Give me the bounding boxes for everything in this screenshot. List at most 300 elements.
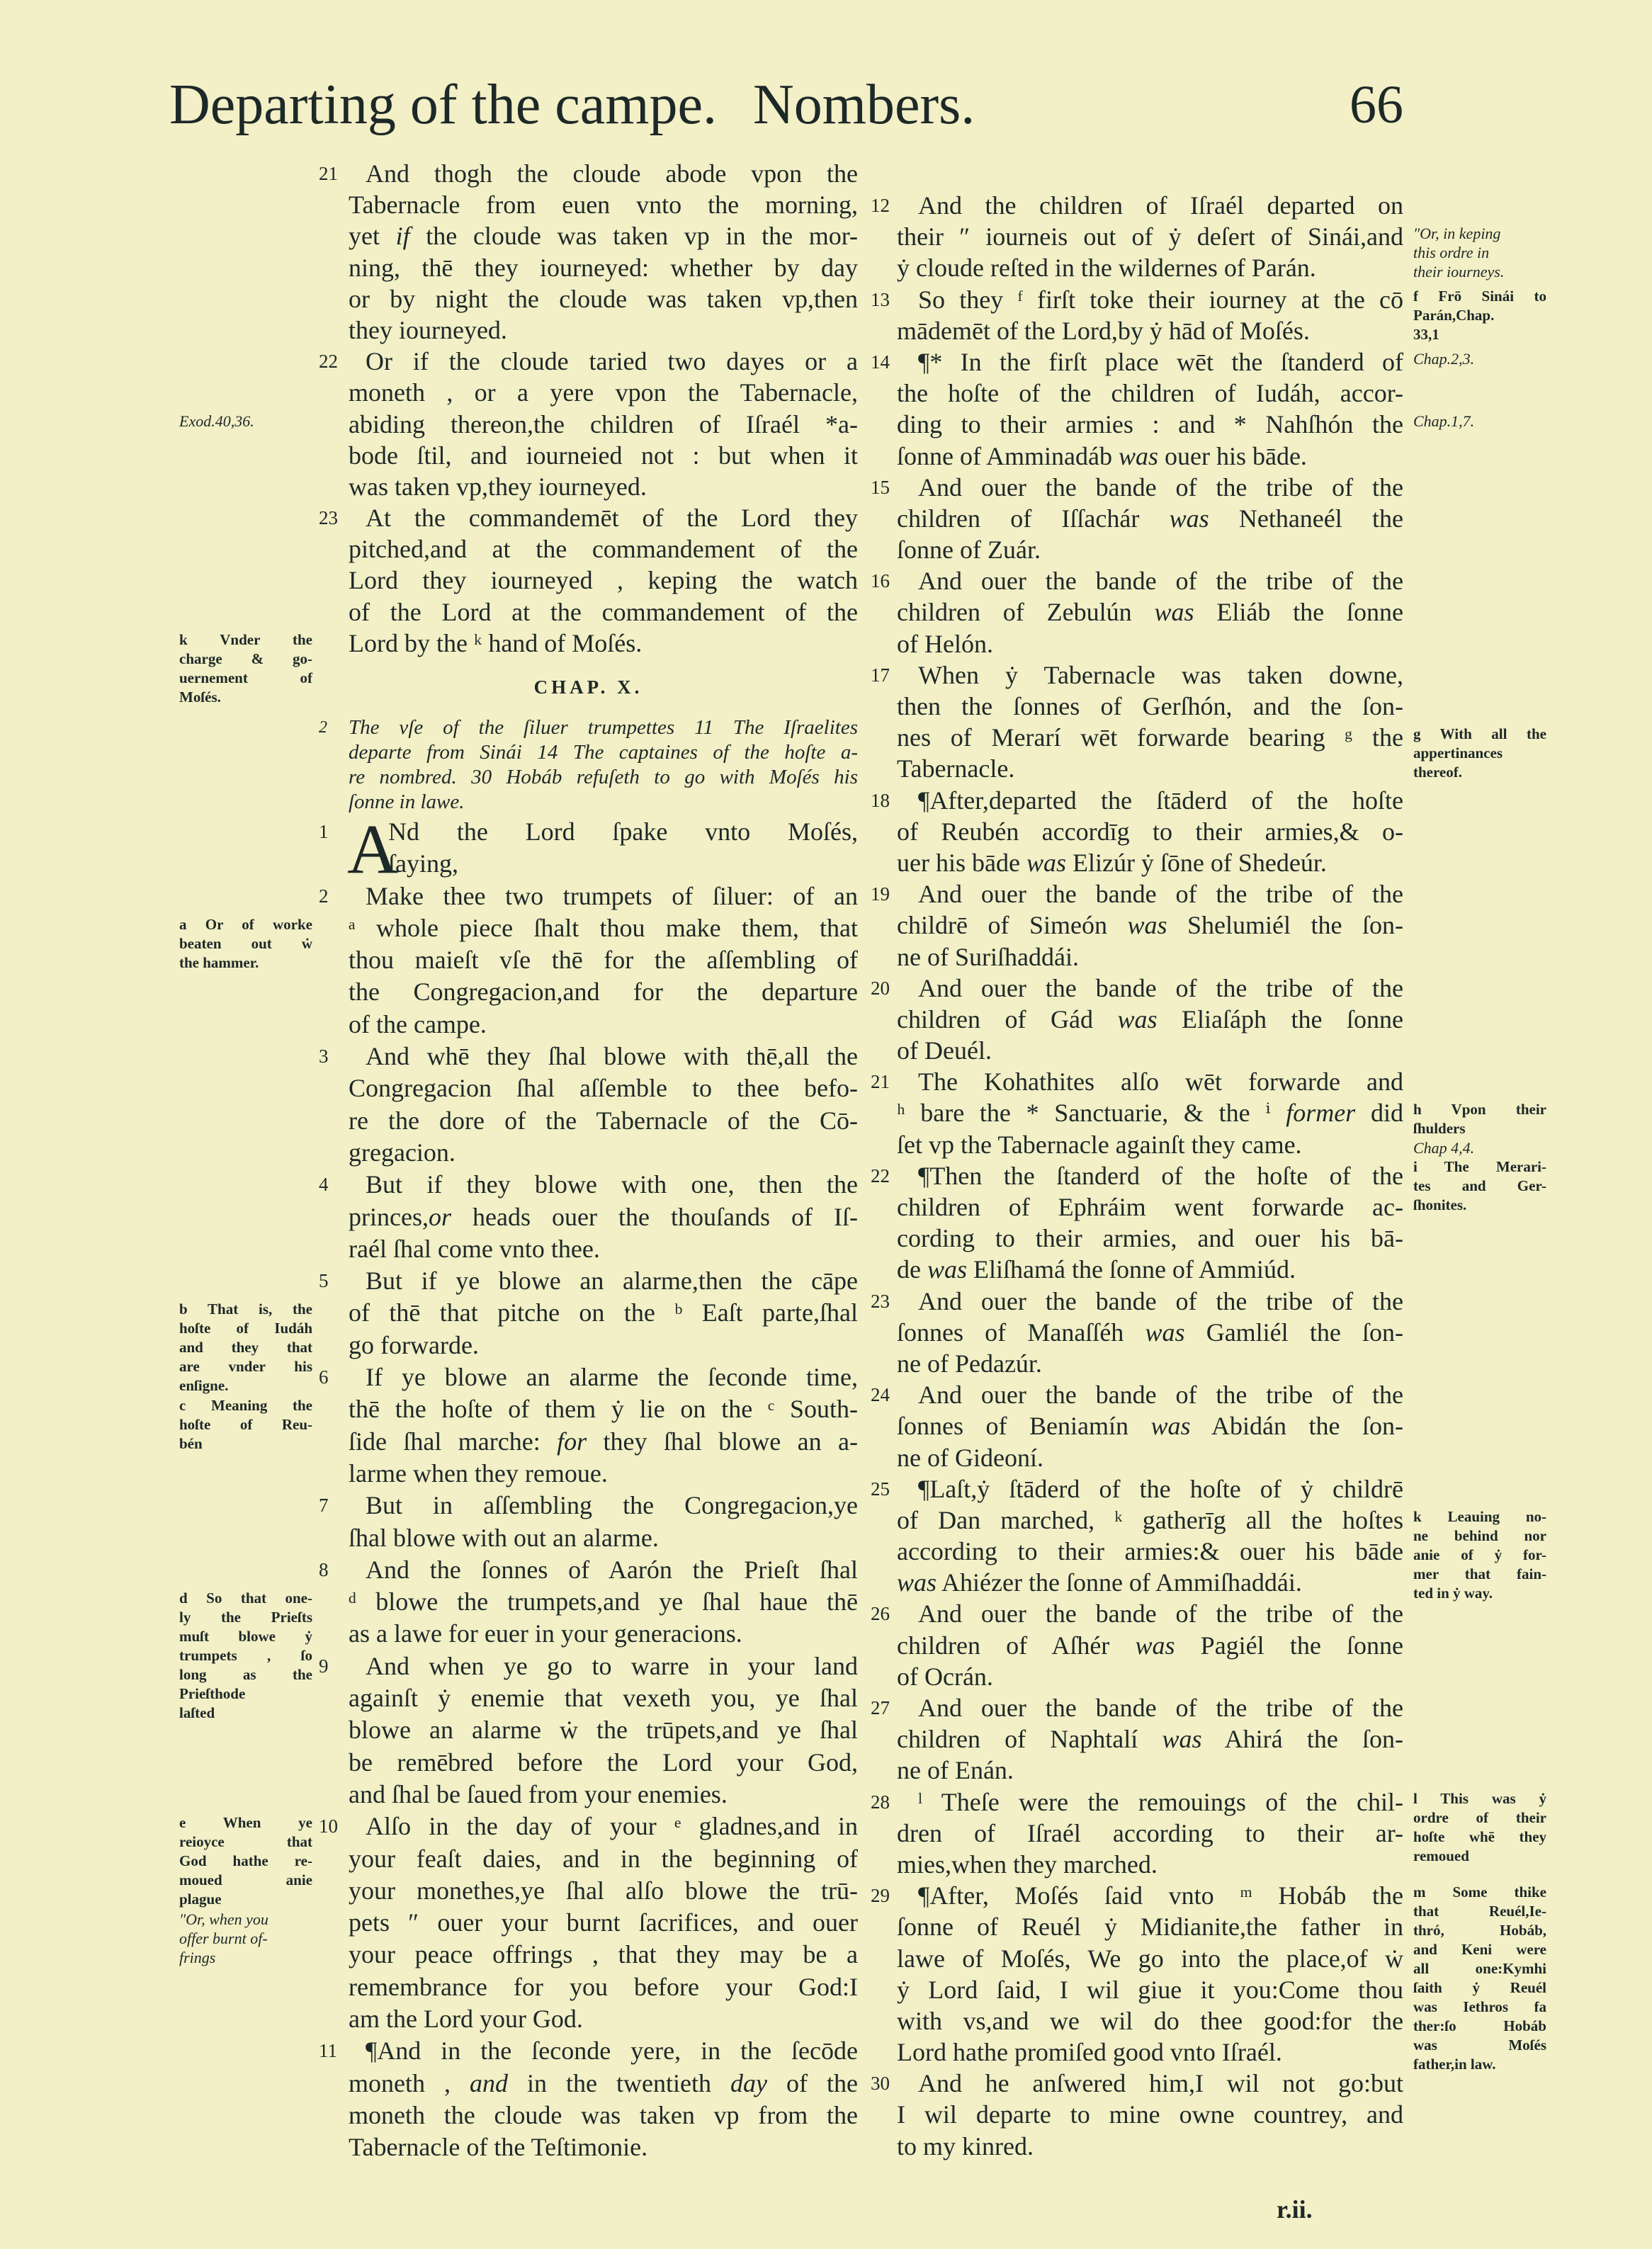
text-line: [871, 1410, 1403, 1441]
verse-number: 14: [871, 351, 890, 373]
verse-text: or by night the cloude was taken vp,then: [349, 284, 858, 313]
verse-text: and ſhal be ſaued from your enemies.: [349, 1779, 728, 1808]
verse-text: And ouer the bande of the tribe of the: [918, 567, 1403, 596]
text-line: [319, 533, 858, 565]
text-line: [871, 596, 1403, 628]
margin-note-line: Prieſthode: [179, 1685, 246, 1703]
margin-notes: [1413, 287, 1546, 344]
text-line: [871, 503, 1403, 534]
verse-text: of Reubén accordīg to their armies,& o-: [897, 817, 1403, 846]
margin-notes: [179, 1396, 312, 1454]
margin-notes: [179, 915, 312, 973]
verse-text: bode ſtil, and iourneied not : but when it: [349, 441, 858, 470]
verse-text: raél ſhal come vnto thee.: [349, 1234, 600, 1263]
margin-note: [179, 1396, 312, 1454]
drop-cap-initial: A: [347, 810, 399, 888]
verse-number: 24: [871, 1384, 890, 1406]
verse-text: your monethes,ye ſhal alſo blowe the trū-: [349, 1876, 858, 1905]
text-line: [319, 2003, 858, 2035]
margin-note: [1413, 1789, 1546, 1866]
text-line: [871, 1630, 1403, 1661]
chapter-heading: CHAP. X.: [533, 676, 643, 698]
verse-text: ſonne of Reuél ẏ Midianite,the father in: [897, 1913, 1403, 1942]
verse-text: go forwarde.: [349, 1330, 479, 1359]
text-line: [871, 1818, 1403, 1849]
text-line: [319, 1618, 858, 1650]
text-line: [871, 785, 1403, 816]
page-number: 66: [1350, 75, 1403, 135]
text-line: [871, 910, 1403, 941]
verse-text: ſonnes of Manaſſéh was Gamliél the ſon-: [897, 1318, 1403, 1347]
verse-text: ¶And in the ſeconde yere, in the ſecōde: [366, 2036, 858, 2066]
cross-reference-note: [1413, 224, 1546, 281]
verse-text: be remēbred before the Lord your God,: [349, 1747, 858, 1777]
text-line: [871, 691, 1403, 722]
margin-note-line: ſhonites.: [1413, 1196, 1467, 1214]
cross-reference-note: [1413, 349, 1546, 368]
text-line: [871, 1598, 1403, 1629]
chapter-summary-line: [319, 790, 858, 815]
margin-notes: [179, 630, 312, 707]
verse-text: Lord hathe promiſed good vnto Iſraél.: [897, 2038, 1282, 2067]
margin-note-line: offer burnt of-: [179, 1930, 268, 1948]
verse-text: children of Iſſachár was Nethaneél the: [897, 504, 1403, 533]
margin-note-line: frings: [179, 1949, 216, 1967]
text-line: [319, 2100, 858, 2131]
margin-note: [1413, 1157, 1546, 1215]
verse-text: ſet vp the Tabernacle againſt they came.: [897, 1130, 1302, 1159]
margin-note-line: Parán,Chap.: [1413, 306, 1495, 324]
text-line: [871, 1254, 1403, 1285]
text-line: [871, 1379, 1403, 1410]
margin-note-line: ordre of their: [1413, 1808, 1546, 1826]
margin-note-line: 33,1: [1413, 325, 1439, 343]
margin-note-line: bén: [179, 1435, 203, 1453]
margin-note: [179, 1589, 312, 1723]
verse-text: remembrance for you before your God:I: [349, 1972, 858, 2001]
margin-note-line: d So that one-: [179, 1590, 312, 1607]
verse-text: thē the hoſte of them ẏ lie on the ᶜ South-: [349, 1395, 858, 1424]
margin-note-line: c Meaning the: [179, 1397, 312, 1415]
text-line: [871, 659, 1403, 691]
verse-text: mādemēt of the Lord,by ẏ hād of Moſés.: [897, 316, 1310, 345]
verse-text: And ouer the bande of the tribe of the: [918, 1694, 1403, 1722]
verse-text: of the campe.: [349, 1009, 487, 1038]
margin-note-line: appertinances: [1413, 744, 1503, 762]
margin-note-line: muſt blowe ẏ: [179, 1628, 312, 1645]
verse-text: Lord they iourneyed , keping the watch: [349, 566, 858, 595]
verse-text: Make thee two trumpets of ſiluer: of an: [366, 881, 858, 910]
verse-text: And ouer the bande of the tribe of the: [918, 1286, 1403, 1315]
verse-number: 15: [871, 476, 890, 498]
text-line: [319, 1233, 858, 1265]
margin-note-line: thereof.: [1413, 764, 1462, 781]
margin-notes: [179, 1300, 312, 1395]
margin-note-line: hoſte whē they: [1413, 1828, 1546, 1845]
text-line: [871, 1692, 1403, 1723]
margin-notes: [179, 1910, 312, 1967]
italic-word: was: [1127, 911, 1167, 940]
summary-text: departe from Sinái 14 The captaines of the hoſte a-: [349, 741, 858, 764]
verse-text: cording to their armies, and ouer his bā-: [897, 1224, 1403, 1253]
verse-text: If ye blowe an alarme the ſeconde time,: [366, 1363, 858, 1392]
verse-text: yet if the cloude was taken vp in the mor-: [349, 222, 859, 251]
verse-text: then the ſonnes of Gerſhón, and the ſon-: [897, 692, 1403, 720]
text-line: [319, 440, 858, 471]
text-line: [319, 252, 858, 283]
verse-number: 18: [871, 789, 890, 811]
verse-text: And ouer the bande of the tribe of the: [918, 973, 1403, 1002]
text-line: [871, 2036, 1403, 2068]
margin-notes: [1413, 1883, 1546, 2074]
verse-text: the Congregacion,and for the departure: [349, 978, 858, 1007]
margin-note-line: all one:Kymhi: [1413, 1960, 1546, 1978]
text-line: [319, 158, 858, 189]
margin-note-line: are vnder his: [179, 1358, 312, 1376]
margin-notes: [179, 1589, 312, 1723]
text-line: [871, 472, 1403, 503]
verse-text: ne of Suriſhaddái.: [897, 942, 1079, 971]
text-line: [319, 2131, 858, 2163]
text-line: [319, 2068, 858, 2100]
text-line: [319, 1009, 858, 1041]
verse-number: 5: [319, 1270, 329, 1292]
text-line: [319, 1458, 858, 1490]
margin-note: [1413, 1100, 1546, 1138]
verse-text: And ouer the bande of the tribe of the: [918, 472, 1403, 502]
text-line: [871, 1661, 1403, 1692]
chapter-summary-line: [319, 765, 858, 790]
text-line: [871, 1723, 1403, 1755]
verse-number: 3: [319, 1046, 329, 1067]
text-line: [871, 315, 1403, 346]
text-line: [871, 1286, 1403, 1317]
text-line: [319, 1201, 858, 1233]
verse-number: 9: [319, 1655, 329, 1677]
text-line: [319, 1971, 858, 2003]
margin-note-line: remoued: [1413, 1847, 1469, 1864]
text-line: [319, 1041, 858, 1072]
verse-text: thou maieſt vſe thē for the aſſembling of: [349, 946, 858, 975]
verse-text: your feaſt daies, and in the beginning of: [349, 1844, 858, 1873]
margin-notes: [179, 412, 312, 431]
margin-note-line: reioyce that: [179, 1833, 312, 1851]
verse-number: 17: [871, 664, 890, 686]
summary-text: ſonne in lawe.: [349, 791, 465, 813]
text-line: [871, 941, 1403, 973]
margin-note-line: beaten out ẇ: [179, 934, 312, 952]
verse-text: At the commandemēt of the Lord they: [366, 504, 858, 533]
margin-note-line: ″Or, in keping: [1413, 225, 1501, 243]
verse-text: ᵈ blowe the trumpets,and ye ſhal haue thē: [349, 1587, 858, 1616]
verse-text: Tabernacle of the Teſtimonie.: [349, 2133, 648, 2162]
verse-text: ſonne of Amminadáb was ouer his bāde.: [897, 441, 1307, 470]
text-line: [319, 1875, 858, 1907]
verse-text: to my kinred.: [897, 2131, 1034, 2160]
text-line: [319, 220, 858, 251]
margin-note: [179, 1300, 312, 1395]
italic-word: was: [1169, 504, 1209, 533]
verse-text: ẏ cloude reſted in the wildernes of Parán.: [897, 254, 1316, 283]
text-line: [871, 1911, 1403, 1942]
verse-number: 27: [871, 1697, 890, 1718]
verse-number: 21: [319, 163, 338, 184]
verse-text: ¶Then the ſtanderd of the hoſte of the: [918, 1161, 1403, 1190]
margin-note: [1413, 287, 1546, 344]
verse-text: And when ye go to warre in your land: [366, 1651, 858, 1680]
text-line: [871, 1317, 1403, 1348]
running-title: Departing of the campe.: [169, 74, 718, 136]
verse-text: ſonne of Zuár.: [897, 536, 1041, 565]
verse-text: children of Gád was Eliaſáph the ſonne: [897, 1004, 1403, 1033]
verse-number: 23: [319, 507, 338, 529]
margin-notes: [1413, 412, 1546, 431]
text-line: [871, 1223, 1403, 1254]
margin-notes: [1413, 725, 1546, 782]
italic-word: was: [1145, 1318, 1185, 1347]
verse-text: mies,when they marched.: [897, 1849, 1158, 1879]
margin-note-line: ſaith ẏ Reuél: [1413, 1979, 1546, 1997]
margin-note-line: Chap.2,3.: [1413, 349, 1475, 368]
margin-note-line: father,in law.: [1413, 2056, 1496, 2073]
verse-text: of Dan marched, ᵏ gatherīg all the hoſtes: [897, 1505, 1403, 1534]
verse-text: nes of Merarí wēt forwarde bearing ᵍ the: [897, 723, 1403, 752]
text-line: [319, 377, 858, 408]
text-line: [871, 378, 1403, 409]
text-line: [871, 346, 1475, 378]
text-line: [319, 315, 858, 346]
text-line: [871, 847, 1403, 878]
text-line: [319, 189, 858, 220]
verse-text: ¶After, Moſés ſaid vnto ᵐ Hobáb the: [918, 1881, 1403, 1910]
verse-text: of Ocrán.: [897, 1662, 993, 1691]
verse-text: according to their armies:& ouer his bāde: [897, 1537, 1403, 1566]
text-line: [871, 1567, 1403, 1598]
text-line: [871, 1160, 1403, 1191]
verse-text: children of Ephráim went forwarde ac-: [897, 1193, 1403, 1221]
italic-word: was: [1117, 1004, 1158, 1033]
verse-text: Nd the Lord ſpake vnto Moſés,: [388, 817, 858, 846]
margin-notes: [1413, 1507, 1546, 1603]
margin-note-line: moued anie: [179, 1871, 312, 1889]
text-line: [871, 628, 1403, 659]
margin-note-line: charge & go-: [179, 650, 312, 667]
verse-text: de was Eliſhamá the ſonne of Ammiúd.: [897, 1255, 1296, 1284]
italic-word: former: [1286, 1099, 1356, 1128]
margin-notes: [1413, 1100, 1546, 1215]
verse-text: But if ye blowe an alarme,then the cāpe: [366, 1267, 858, 1296]
cross-reference-note: [1413, 412, 1546, 431]
margin-note: [1413, 725, 1546, 782]
text-line: [871, 190, 1403, 221]
verse-text: So they ᶠ firſt toke their iourney at the cō: [918, 285, 1403, 314]
text-line: [871, 441, 1403, 472]
text-line: [319, 1779, 858, 1811]
italic-word: day: [730, 2068, 767, 2097]
verse-text: ne of Enán.: [897, 1756, 1014, 1785]
text-line: [871, 816, 1403, 847]
text-line: [871, 534, 1403, 565]
cross-reference-note: [1413, 1138, 1546, 1157]
verse-text: But if they blowe with one, then the: [366, 1170, 858, 1199]
verse-text: And ouer the bande of the tribe of the: [918, 1381, 1403, 1410]
margin-note-line: mer that fain-: [1413, 1565, 1546, 1582]
verse-text: gregacion.: [349, 1138, 456, 1167]
text-line: [871, 1974, 1403, 2005]
verse-text: children of Aſhér was Pagiél the ſonne: [897, 1631, 1403, 1660]
summary-verse-number: 2: [319, 718, 327, 737]
text-line: [319, 1682, 858, 1714]
verse-text: And ouer the bande of the tribe of the: [918, 1599, 1403, 1628]
text-line: [319, 1714, 858, 1746]
text-line: [319, 1105, 858, 1137]
verse-text: And the children of Iſraél departed on: [918, 191, 1403, 220]
text-line: [871, 1066, 1403, 1097]
verse-text: againſt ẏ enemie that vexeth you, ye ſhal: [349, 1684, 858, 1713]
verse-number: 7: [319, 1495, 329, 1517]
text-line: [871, 1473, 1403, 1505]
verse-text: ſonnes of Beniamín was Abidán the ſon-: [897, 1412, 1404, 1441]
margin-notes: [1413, 1789, 1546, 1866]
verse-text: abiding thereon,the children of Iſraél *a-: [349, 409, 858, 438]
verse-number: 29: [871, 1885, 890, 1907]
text-line: [319, 1843, 858, 1875]
verse-text: Or if the cloude taried two dayes or a: [366, 347, 858, 376]
text-line: [871, 878, 1403, 910]
margin-note-line: ther:ſo Hobáb: [1413, 2017, 1546, 2035]
verse-text: And ouer the bande of the tribe of the: [918, 880, 1403, 909]
margin-note-line: l This was ẏ: [1413, 1789, 1546, 1807]
text-line: [871, 1004, 1403, 1035]
text-line: [871, 1849, 1403, 1880]
verse-text: of Deuél.: [897, 1036, 992, 1065]
verse-number: 28: [871, 1791, 890, 1813]
verse-text: When ẏ Tabernacle was taken downe,: [918, 660, 1403, 689]
verse-text: larme when they remoue.: [349, 1458, 608, 1488]
verse-text: moneth , and in the twentieth day of the: [349, 2068, 858, 2097]
verse-text: of thē that pitche on the ᵇ Eaſt parte,ſhal: [349, 1298, 858, 1327]
margin-note-line: ne behind nor: [1413, 1526, 1546, 1544]
margin-note-line: k Vnder the: [179, 630, 312, 648]
margin-note-line: ″Or, when you: [179, 1910, 268, 1929]
margin-note-line: was Moſés: [1413, 2036, 1546, 2054]
margin-note-line: a Or of worke: [179, 915, 312, 933]
text-line: [871, 2068, 1403, 2099]
text-line: [871, 2131, 1403, 2162]
text-line: [319, 471, 858, 502]
verse-number: 22: [319, 351, 338, 373]
chapter-summary-line: [319, 740, 858, 765]
text-line: [871, 1442, 1403, 1473]
chapter-summary-line: [319, 715, 858, 740]
text-line: [319, 880, 858, 912]
margin-note: [179, 1813, 312, 1909]
margin-note: [1413, 1507, 1546, 1603]
italic-word: was: [897, 1568, 937, 1597]
verse-number: 1: [319, 821, 329, 842]
verse-text: their ″ iourneis out of ẏ deſert of Sinái,and: [897, 222, 1403, 251]
verse-number: 13: [871, 288, 890, 310]
verse-text: ¶* In the firſt place wēt the ſtanderd of: [918, 347, 1403, 376]
margin-note-line: m Some thike: [1413, 1883, 1546, 1901]
verse-text: moneth the cloude was taken vp from the: [349, 2100, 858, 2129]
text-line: [319, 502, 858, 533]
verse-text: of the Lord at the commandement of the: [349, 597, 858, 626]
verse-text: Tabernacle.: [897, 754, 1015, 783]
margin-note-line: uernement of: [179, 669, 312, 686]
text-line: [871, 252, 1403, 283]
text-line: [319, 1747, 858, 1779]
verse-text: ding to their armies : and * Nahſhón the: [897, 410, 1403, 439]
margin-note-line: laſted: [179, 1704, 215, 1722]
verse-text: The Kohathites alſo wēt forwarde and: [918, 1067, 1403, 1097]
summary-text: re nombred. 30 Hobáb refuſeth to go with Moſés his: [349, 766, 858, 788]
text-line: [871, 1035, 1403, 1066]
verse-text: ¶Laſt,ẏ ſtāderd of the hoſte of ẏ childrē: [918, 1474, 1403, 1503]
verse-text: lawe of Moſés, We go into the place,of ẇ: [897, 1944, 1403, 1973]
text-line: [319, 1650, 858, 1682]
margin-note-line: plague: [179, 1891, 222, 1908]
italic-word: for: [557, 1427, 587, 1456]
verse-text: pitched,and at the commandement of the: [349, 535, 858, 564]
book-title: Nombers.: [753, 74, 975, 136]
verse-text: children of Zebulún was Eliáb the ſonne: [897, 598, 1403, 627]
margin-note-line: that Reuél,Ie-: [1413, 1903, 1546, 1920]
verse-number: 21: [871, 1071, 890, 1093]
text-line: [871, 1348, 1403, 1379]
verse-text: And he anſwered him,I wil not go:but: [918, 2069, 1403, 2098]
text-line: [871, 2005, 1403, 2036]
cross-reference-note: [179, 412, 312, 431]
verse-text: was taken vp,they iourneyed.: [349, 472, 647, 501]
italic-word: was: [1135, 1631, 1175, 1660]
margin-note-line: thró, Hobáb,: [1413, 1922, 1546, 1939]
margin-note-line: hoſte of Iudáh: [179, 1320, 312, 1337]
text-line: [319, 1522, 858, 1554]
text-line: [871, 409, 1475, 440]
margin-notes: [179, 1813, 312, 1909]
margin-note-line: anie of ẏ for-: [1413, 1546, 1546, 1563]
left-column-chapter-10: [179, 810, 858, 2163]
text-line: [319, 944, 858, 976]
verse-text: Congregacion ſhal aſſemble to thee befo-: [349, 1074, 858, 1103]
italic-word: was: [1154, 598, 1194, 627]
margin-note: [1413, 1883, 1546, 2074]
verse-text: moneth , or a yere vpon the Tabernacle,: [349, 378, 858, 407]
verse-text: And the ſonnes of Aarón the Prieſt ſhal: [366, 1555, 858, 1584]
text-line: [319, 1169, 858, 1201]
margin-note-line: h Vpon their: [1413, 1101, 1546, 1118]
margin-note-line: trumpets , ſo: [179, 1647, 312, 1665]
text-line: [871, 1129, 1403, 1160]
margin-note-line: ted in ẏ way.: [1413, 1584, 1493, 1602]
margin-note-line: Chap.1,7.: [1413, 412, 1475, 431]
text-line: [319, 1265, 858, 1297]
verse-number: 25: [871, 1478, 890, 1500]
text-line: [319, 1361, 858, 1393]
verse-text: the hoſte of the children of Iudáh, accor-: [897, 379, 1403, 408]
verse-number: 30: [871, 2073, 890, 2095]
margin-note-line: this ordre in: [1413, 244, 1490, 262]
verse-number: 4: [319, 1174, 329, 1196]
verse-text: ẏ Lord ſaid, I wil giue it you:Come thou: [897, 1975, 1403, 2004]
margin-note-line: e When ye: [179, 1814, 312, 1832]
text-line: [319, 848, 858, 880]
chapter-10-header: [319, 659, 858, 815]
text-line: [871, 2099, 1403, 2130]
margin-note-line: Chap 4,4.: [1413, 1139, 1475, 1157]
signature-mark: r.ii.: [1277, 2195, 1313, 2223]
